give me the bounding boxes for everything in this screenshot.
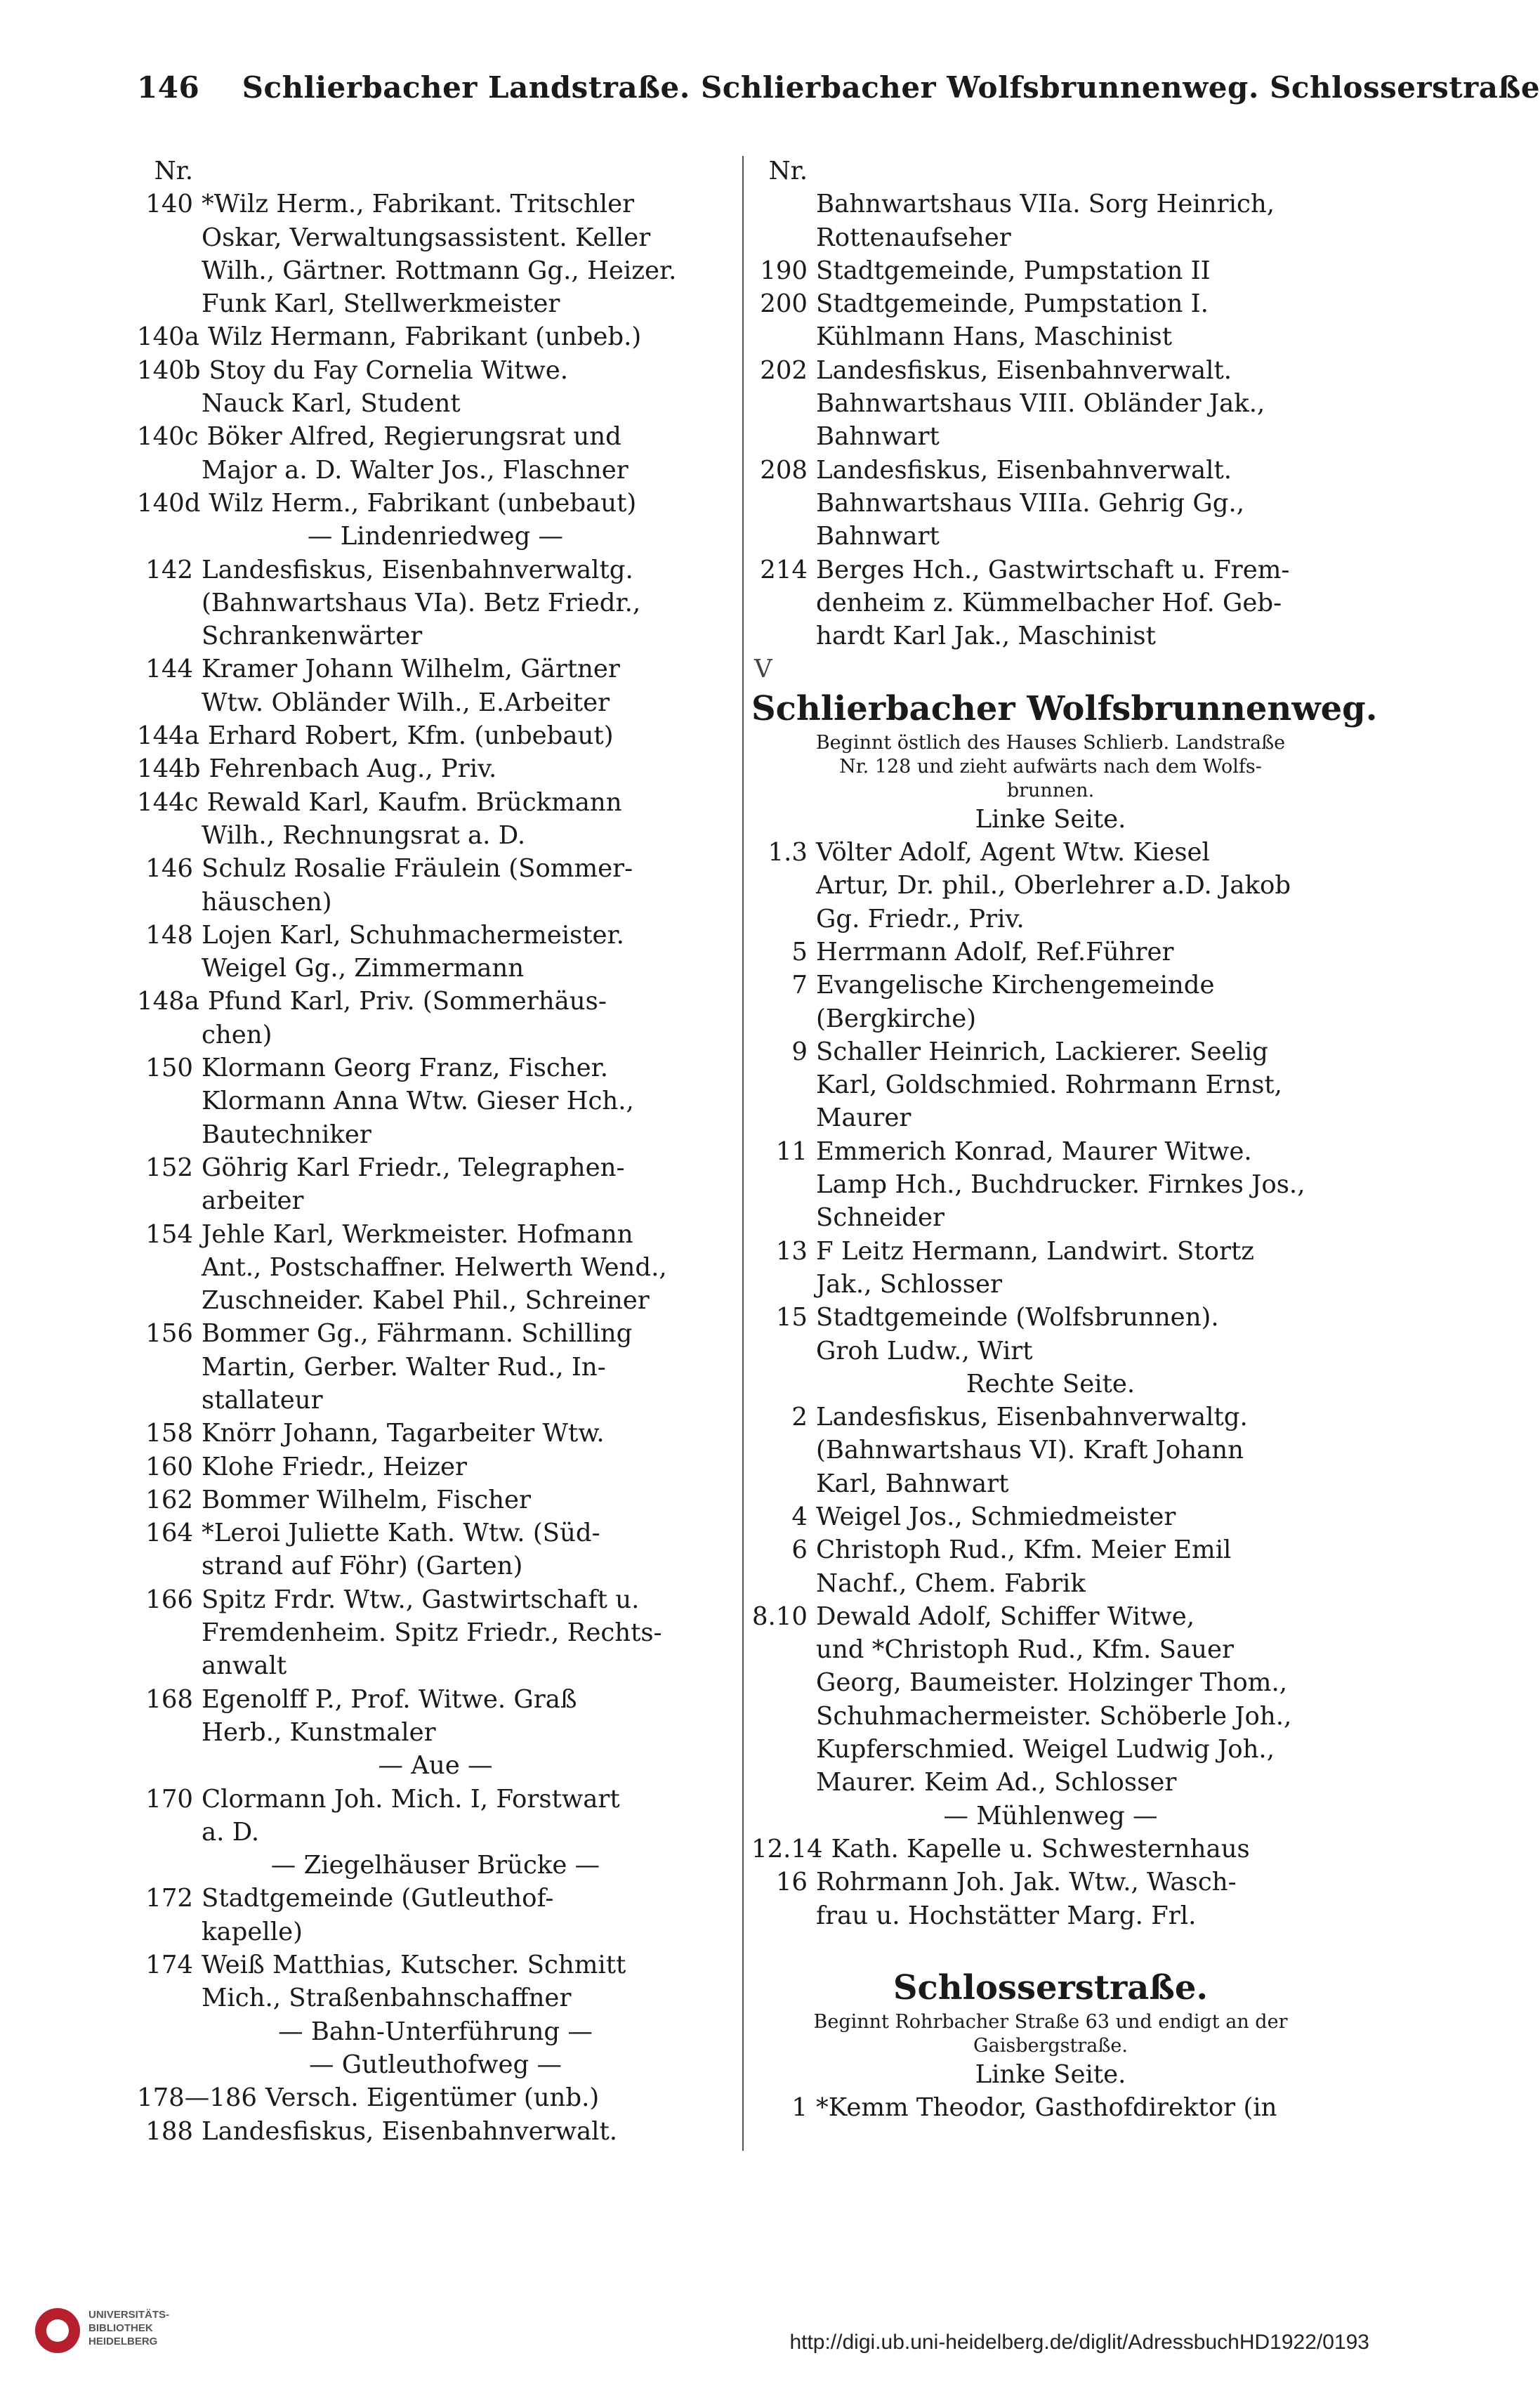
resident-text: Völter Adolf, Agent Wtw. Kiesel: [816, 838, 1210, 867]
page-header: [137, 70, 1540, 105]
resident-text: Emmerich Konrad, Maurer Witwe.: [816, 1136, 1252, 1166]
house-entry: [137, 1218, 734, 1251]
entry-continuation: Major a. D. Walter Jos., Flaschner: [202, 455, 628, 485]
house-number: 12.14: [751, 1834, 823, 1863]
house-number: 152: [145, 1153, 193, 1182]
house-entry: [751, 1833, 1350, 1866]
section-label: — Lindenriedweg —: [307, 522, 564, 551]
entry-continuation: Oskar, Verwaltungsassistent. Keller: [202, 223, 651, 252]
house-entry: [751, 2091, 1350, 2124]
resident-text: Erhard Robert, Kfm. (unbebaut): [207, 721, 614, 751]
resident-text: Kath. Kapelle u. Schwesternhaus: [831, 1834, 1250, 1863]
entry-continuation: und *Christoph Rud., Kfm. Sauer: [816, 1635, 1234, 1665]
house-number: 200: [760, 289, 808, 319]
entry-continuation: Maurer: [816, 1103, 912, 1133]
house-number: 188: [145, 2116, 193, 2146]
resident-text: Wilz Hermann, Fabrikant (unbeb.): [207, 322, 642, 352]
house-entry: [751, 936, 1350, 969]
house-entry: [137, 1783, 734, 1816]
resident-text: Schaller Heinrich, Lackierer. Seelig: [816, 1037, 1268, 1066]
entry-continuation: hardt Karl Jak., Maschinist: [816, 622, 1156, 651]
entry-continuation: Nachf., Chem. Fabrik: [816, 1568, 1086, 1598]
entry-continuation: a. D.: [202, 1817, 260, 1847]
house-entry: [751, 1533, 1350, 1566]
entry-continuation: Gg. Friedr., Priv.: [816, 904, 1025, 934]
entry-continuation: arbeiter: [202, 1186, 304, 1216]
entry-continuation: Bahnwart: [816, 522, 940, 551]
entry-continuation: Kupferschmied. Weigel Ludwig Joh.,: [816, 1735, 1275, 1764]
entry-continuation: häuschen): [202, 887, 332, 917]
entry-continuation: strand auf Föhr) (Garten): [202, 1552, 523, 1581]
house-entry: [751, 969, 1350, 1002]
street-description: Nr. 128 und zieht aufwärts nach dem Wolfs-: [839, 755, 1262, 778]
entry-continuation: Bahnwart: [816, 422, 940, 452]
source-url-link[interactable]: http://digi.ub.uni-heidelberg.de/diglit/AdressbuchHD1922/0193: [789, 2331, 1369, 2354]
entry-continuation: Maurer. Keim Ad., Schlosser: [816, 1768, 1177, 1797]
resident-text: Böker Alfred, Regierungsrat und: [206, 422, 621, 452]
section-label: — Gutleuthofweg —: [308, 2050, 562, 2079]
house-entry: [137, 1683, 734, 1716]
house-number: 178—186: [137, 2083, 258, 2113]
entry-continuation: Zuschneider. Kabel Phil., Schreiner: [202, 1286, 650, 1316]
resident-text: Stadtgemeinde, Pumpstation I.: [816, 289, 1209, 319]
resident-text: Spitz Frdr. Wtw., Gastwirtschaft u.: [202, 1585, 640, 1614]
entry-continuation: Wilh., Rechnungsrat a. D.: [202, 820, 526, 850]
resident-text: Stadtgemeinde (Gutleuthof-: [202, 1884, 554, 1913]
house-number: 15: [775, 1303, 808, 1332]
house-entry: [137, 487, 734, 520]
house-number: 1.3: [768, 838, 808, 867]
house-number: Nr.: [768, 157, 808, 185]
entry-continuation: chen): [202, 1020, 272, 1049]
house-entry: [137, 919, 734, 952]
page-title: Schlierbacher Landstraße. Schlierbacher Wolfsbrunnenweg. Schlosserstraße: [242, 70, 1540, 105]
resident-text: Christoph Rud., Kfm. Meier Emil: [816, 1535, 1232, 1565]
resident-text: Klohe Friedr., Heizer: [202, 1452, 468, 1481]
house-entry: [137, 2115, 734, 2148]
house-entry: [137, 985, 734, 1018]
house-number: 5: [791, 937, 808, 967]
house-number: 144c: [137, 787, 199, 817]
entry-continuation: Ant., Postschaffner. Helwerth Wend.,: [202, 1252, 667, 1282]
house-number: 140c: [137, 422, 199, 452]
house-number: 140d: [137, 488, 201, 518]
house-number: 148a: [137, 987, 199, 1016]
house-entry: [137, 320, 734, 353]
house-number: 6: [791, 1535, 808, 1565]
house-number: 158: [145, 1419, 193, 1448]
house-entry: [137, 786, 734, 819]
resident-text: Göhrig Karl Friedr., Telegraphen-: [202, 1153, 625, 1182]
entry-continuation: Mich., Straßenbahnschaffner: [202, 1984, 572, 2013]
entry-continuation: Karl, Goldschmied. Rohrmann Ernst,: [816, 1070, 1282, 1100]
entry-continuation: Groh Ludw., Wirt: [816, 1336, 1033, 1365]
house-entry: [751, 155, 1350, 188]
entry-continuation: (Bahnwartshaus VIa). Betz Friedr.,: [202, 588, 641, 617]
section-label: — Bahn-Unterführung —: [278, 2017, 593, 2046]
entry-continuation: frau u. Hochstätter Marg. Frl.: [816, 1901, 1197, 1930]
resident-text: Klormann Georg Franz, Fischer.: [202, 1054, 608, 1083]
resident-text: Bommer Wilhelm, Fischer: [202, 1485, 532, 1514]
resident-text: Knörr Johann, Tagarbeiter Wtw.: [202, 1419, 605, 1448]
house-number: 214: [760, 555, 808, 584]
entry-continuation: Herb., Kunstmaler: [202, 1717, 436, 1747]
resident-text: Evangelische Kirchengemeinde: [816, 971, 1215, 1000]
resident-text: Clormann Joh. Mich. I, Forstwart: [202, 1784, 620, 1814]
entry-continuation: Martin, Gerber. Walter Rud., In-: [202, 1352, 606, 1382]
house-entry: [751, 454, 1350, 487]
house-entry: [137, 155, 734, 188]
entry-continuation: Bahnwartshaus VIII. Obländer Jak.,: [816, 389, 1265, 419]
resident-text: Herrmann Adolf, Ref.Führer: [816, 937, 1174, 967]
house-entry: [137, 1417, 734, 1450]
entry-continuation: (Bahnwartshaus VI). Kraft Johann: [816, 1436, 1244, 1465]
house-entry: [137, 1317, 734, 1350]
resident-text: Pfund Karl, Priv. (Sommerhäus-: [207, 987, 607, 1016]
resident-text: Schulz Rosalie Fräulein (Sommer-: [202, 854, 633, 884]
resident-text: Rohrmann Joh. Jak. Wtw., Wasch-: [816, 1868, 1237, 1897]
right-column: [751, 155, 1378, 2184]
left-column: [137, 155, 734, 2184]
entry-continuation: Rottenaufseher: [816, 223, 1011, 252]
house-number: 7: [791, 971, 808, 1000]
house-entry: [137, 188, 734, 221]
resident-text: Stoy du Fay Cornelia Witwe.: [209, 355, 569, 385]
house-entry: [751, 1135, 1350, 1168]
resident-text: Egenolff P., Prof. Witwe. Graß: [202, 1684, 577, 1714]
resident-text: Landesfiskus, Eisenbahnverwaltg.: [816, 1403, 1248, 1432]
house-entry: [751, 836, 1350, 869]
house-number: 2: [791, 1403, 808, 1432]
house-entry: [751, 287, 1350, 320]
resident-text: Bommer Gg., Fährmann. Schilling: [202, 1319, 633, 1349]
house-number: 190: [760, 256, 808, 285]
house-number: 172: [145, 1884, 193, 1913]
entry-continuation: Karl, Bahnwart: [816, 1469, 1009, 1498]
house-number: 156: [145, 1319, 193, 1349]
house-entry: [751, 254, 1350, 287]
library-name: [88, 2308, 201, 2348]
resident-text: Kramer Johann Wilhelm, Gärtner: [202, 655, 620, 684]
resident-text: Landesfiskus, Eisenbahnverwalt.: [202, 2116, 618, 2146]
house-number: 170: [145, 1784, 193, 1814]
entry-continuation: Bahnwartshaus VIIIa. Gehrig Gg.,: [816, 488, 1245, 518]
house-entry: [137, 1583, 734, 1616]
entry-continuation: anwalt: [202, 1651, 287, 1681]
resident-text: Rewald Karl, Kaufm. Brückmann: [206, 787, 622, 817]
resident-text: Weiß Matthias, Kutscher. Schmitt: [202, 1951, 626, 1980]
house-number: 140b: [137, 355, 201, 385]
resident-text: Versch. Eigentümer (unb.): [265, 2083, 600, 2113]
resident-text: Weigel Jos., Schmiedmeister: [816, 1502, 1176, 1531]
house-number: 208: [760, 455, 808, 485]
house-entry: [751, 553, 1350, 587]
resident-text: Berges Hch., Gastwirtschaft u. Frem-: [816, 555, 1290, 584]
margin-mark: V: [754, 655, 772, 684]
house-entry: [137, 852, 734, 885]
house-entry: [137, 553, 734, 587]
entry-continuation: Wtw. Obländer Wilh., E.Arbeiter: [202, 688, 610, 717]
resident-text: Wilz Herm., Fabrikant (unbebaut): [209, 488, 637, 518]
entry-continuation: Schrankenwärter: [202, 622, 423, 651]
house-entry: [137, 1882, 734, 1915]
house-entry: [751, 354, 1350, 387]
university-seal-icon: [35, 2308, 80, 2353]
street-description: Beginnt Rohrbacher Straße 63 und endigt an der: [813, 2011, 1288, 2033]
entry-continuation: Weigel Gg., Zimmermann: [202, 954, 525, 983]
house-number: 144: [145, 655, 193, 684]
entry-continuation: Schuhmachermeister. Schöberle Joh.,: [816, 1701, 1292, 1731]
house-entry: [751, 1235, 1350, 1268]
street-description: brunnen.: [1006, 779, 1095, 801]
house-entry: [137, 1052, 734, 1085]
section-label: Linke Seite.: [975, 804, 1126, 834]
section-label: — Aue —: [378, 1751, 493, 1781]
resident-text: Landesfiskus, Eisenbahnverwaltg.: [202, 555, 633, 584]
resident-text: F Leitz Hermann, Landwirt. Stortz: [816, 1236, 1254, 1266]
house-entry: [137, 420, 734, 453]
house-number: 142: [145, 555, 193, 584]
house-number: 140a: [137, 322, 199, 352]
entry-continuation: Bahnwartshaus VIIa. Sorg Heinrich,: [816, 190, 1275, 219]
house-number: 4: [791, 1502, 808, 1531]
section-label: — Ziegelhäuser Brücke —: [270, 1851, 600, 1880]
resident-text: Dewald Adolf, Schiffer Witwe,: [816, 1601, 1195, 1631]
entry-continuation: Kühlmann Hans, Maschinist: [816, 322, 1172, 352]
house-number: 11: [775, 1136, 808, 1166]
house-number: 8.10: [751, 1601, 808, 1631]
margin-mark: [751, 1932, 1350, 1965]
column-divider: [742, 156, 744, 2151]
entry-continuation: Klormann Anna Wtw. Gieser Hch.,: [202, 1087, 634, 1116]
house-entry: [137, 1483, 734, 1517]
resident-text: Stadtgemeinde, Pumpstation II: [816, 256, 1211, 285]
section-label: Linke Seite.: [975, 2060, 1126, 2090]
entry-continuation: Georg, Baumeister. Holzinger Thom.,: [816, 1668, 1288, 1698]
resident-text: Landesfiskus, Eisenbahnverwalt.: [816, 455, 1232, 485]
house-number: 168: [145, 1684, 193, 1714]
house-number: 13: [775, 1236, 808, 1266]
entry-continuation: Schneider: [816, 1203, 945, 1233]
house-entry: [751, 1401, 1350, 1434]
house-number: 146: [145, 854, 193, 884]
resident-text: Lojen Karl, Schuhmachermeister.: [202, 920, 624, 950]
entry-continuation: Fremdenheim. Spitz Friedr., Rechts-: [202, 1618, 662, 1648]
entry-continuation: kapelle): [202, 1917, 303, 1946]
house-number: 1: [791, 2093, 808, 2123]
house-entry: [751, 1035, 1350, 1068]
entry-continuation: Wilh., Gärtner. Rottmann Gg., Heizer.: [202, 256, 677, 285]
house-number: 160: [145, 1452, 193, 1481]
house-number: 162: [145, 1485, 193, 1514]
resident-text: Fehrenbach Aug., Priv.: [209, 754, 497, 784]
house-entry: [137, 1948, 734, 1981]
entry-continuation: stallateur: [202, 1385, 323, 1415]
entry-continuation: Nauck Karl, Student: [202, 389, 461, 419]
house-number: 140: [145, 190, 193, 219]
section-label: — Mühlenweg —: [943, 1801, 1158, 1830]
page-number: 146: [137, 70, 200, 105]
section-label: Rechte Seite.: [966, 1369, 1136, 1398]
street-description: Beginnt östlich des Hauses Schlierb. Landstraße: [815, 731, 1286, 754]
street-description: Gaisbergstraße.: [973, 2035, 1128, 2057]
entry-continuation: denheim z. Kümmelbacher Hof. Geb-: [816, 588, 1282, 617]
entry-continuation: Jak., Schlosser: [816, 1269, 1002, 1299]
entry-continuation: Lamp Hch., Buchdrucker. Firnkes Jos.,: [816, 1170, 1305, 1200]
entry-continuation: Funk Karl, Stellwerkmeister: [202, 289, 560, 319]
house-number: 150: [145, 1054, 193, 1083]
house-number: 174: [145, 1951, 193, 1980]
resident-text: Jehle Karl, Werkmeister. Hofmann: [202, 1219, 633, 1249]
house-number: 148: [145, 920, 193, 950]
house-number: 154: [145, 1219, 193, 1249]
library-name-line: UNIVERSITÄTS- BIBLIOTHEK HEIDELBERG: [88, 2309, 170, 2347]
house-entry: [137, 752, 734, 785]
entry-continuation: (Bergkirche): [816, 1004, 977, 1033]
resident-text: *Leroi Juliette Kath. Wtw. (Süd-: [202, 1519, 600, 1548]
resident-text: Stadtgemeinde (Wolfsbrunnen).: [816, 1303, 1219, 1332]
house-entry: [137, 653, 734, 686]
house-number: 16: [775, 1868, 808, 1897]
house-entry: [137, 1450, 734, 1483]
library-logo[interactable]: [35, 2304, 197, 2360]
house-entry: [137, 1517, 734, 1550]
house-entry: [137, 354, 734, 387]
resident-text: *Kemm Theodor, Gasthofdirektor (in: [816, 2093, 1277, 2123]
house-number: 144b: [137, 754, 201, 784]
entry-continuation: Artur, Dr. phil., Oberlehrer a.D. Jakob: [816, 871, 1291, 900]
house-entry: [137, 2081, 734, 2114]
house-number: 9: [791, 1037, 808, 1066]
house-number: 164: [145, 1519, 193, 1548]
street-heading: Schlosserstraße.: [893, 1968, 1209, 2008]
house-entry: [137, 1151, 734, 1184]
house-number: 202: [760, 355, 808, 385]
house-number: 166: [145, 1585, 193, 1614]
house-number: 144a: [137, 721, 199, 751]
resident-text: Landesfiskus, Eisenbahnverwalt.: [816, 355, 1232, 385]
resident-text: *Wilz Herm., Fabrikant. Tritschler: [202, 190, 635, 219]
house-entry: [137, 719, 734, 752]
entry-continuation: Bautechniker: [202, 1120, 371, 1149]
street-heading: Schlierbacher Wolfsbrunnenweg.: [751, 688, 1378, 728]
house-entry: [751, 1600, 1350, 1633]
house-entry: [751, 1866, 1350, 1899]
house-number: Nr.: [154, 157, 193, 185]
house-entry: [751, 1301, 1350, 1334]
house-entry: [751, 1500, 1350, 1533]
